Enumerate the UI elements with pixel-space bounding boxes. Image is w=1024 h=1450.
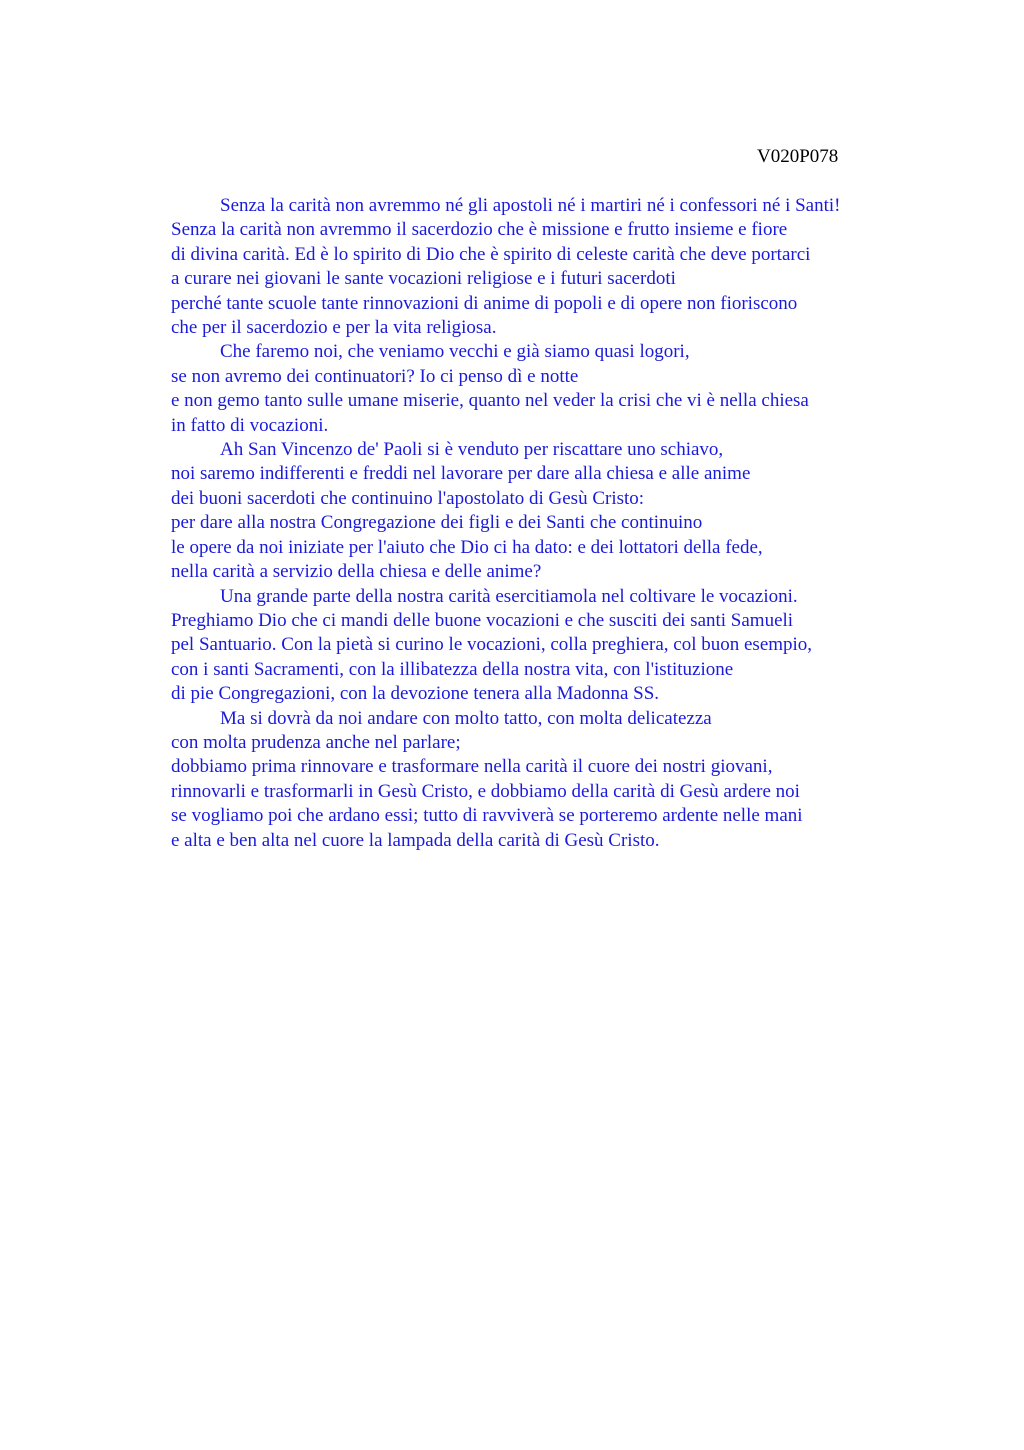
text-line: in fatto di vocazioni. <box>171 414 329 436</box>
text-line: pel Santuario. Con la pietà si curino le vocazioni, colla preghiera, col buon esempio, <box>171 634 813 656</box>
page-reference: V020P078 <box>757 146 839 167</box>
text-line: a curare nei giovani le sante vocazioni religiose e i futuri sacerdoti <box>171 268 676 290</box>
text-line: se non avremo dei continuatori? Io ci penso dì e notte <box>171 365 579 387</box>
text-line: e alta e ben alta nel cuore la lampada della carità di Gesù Cristo. <box>171 829 660 851</box>
text-line: con molta prudenza anche nel parlare; <box>171 731 461 753</box>
text-line: e non gemo tanto sulle umane miserie, quanto nel veder la crisi che vi è nella chiesa <box>171 390 809 412</box>
text-line: Preghiamo Dio che ci mandi delle buone vocazioni e che susciti dei santi Samueli <box>171 609 794 631</box>
text-line: di divina carità. Ed è lo spirito di Dio che è spirito di celeste carità che deve portarci <box>171 243 811 265</box>
text-line: perché tante scuole tante rinnovazioni di anime di popoli e di opere non fioriscono <box>171 292 798 314</box>
text-line: noi saremo indifferenti e freddi nel lavorare per dare alla chiesa e alle anime <box>171 463 751 485</box>
text-line: che per il sacerdozio e per la vita religiosa. <box>171 317 497 339</box>
text-line: Ma si dovrà da noi andare con molto tatto, con molta delicatezza <box>220 707 712 729</box>
text-line: Ah San Vincenzo de' Paoli si è venduto per riscattare uno schiavo, <box>220 439 724 461</box>
text-line: Che faremo noi, che veniamo vecchi e già siamo quasi logori, <box>220 341 690 363</box>
text-line: nella carità a servizio della chiesa e delle anime? <box>171 561 542 583</box>
text-line: le opere da noi iniziate per l'aiuto che Dio ci ha dato: e dei lottatori della fede, <box>171 536 763 558</box>
text-line: dei buoni sacerdoti che continuino l'apostolato di Gesù Cristo: <box>171 487 645 509</box>
document-body <box>171 194 911 853</box>
text-line: dobbiamo prima rinnovare e trasformare nella carità il cuore dei nostri giovani, <box>171 756 773 778</box>
text-line: se vogliamo poi che ardano essi; tutto di ravviverà se porteremo ardente nelle mani <box>171 805 803 827</box>
text-line: rinnovarli e trasformarli in Gesù Cristo, e dobbiamo della carità di Gesù ardere noi <box>171 780 800 802</box>
text-line: per dare alla nostra Congregazione dei figli e dei Santi che continuino <box>171 512 703 534</box>
text-line: con i santi Sacramenti, con la illibatezza della nostra vita, con l'istituzione <box>171 658 734 680</box>
text-line: Senza la carità non avremmo il sacerdozio che è missione e frutto insieme e fiore <box>171 219 788 241</box>
text-line: Senza la carità non avremmo né gli apostoli né i martiri né i confessori né i Santi! <box>220 195 841 216</box>
text-line: Una grande parte della nostra carità esercitiamola nel coltivare le vocazioni. <box>220 585 798 607</box>
text-line: di pie Congregazioni, con la devozione tenera alla Madonna SS. <box>171 683 660 705</box>
